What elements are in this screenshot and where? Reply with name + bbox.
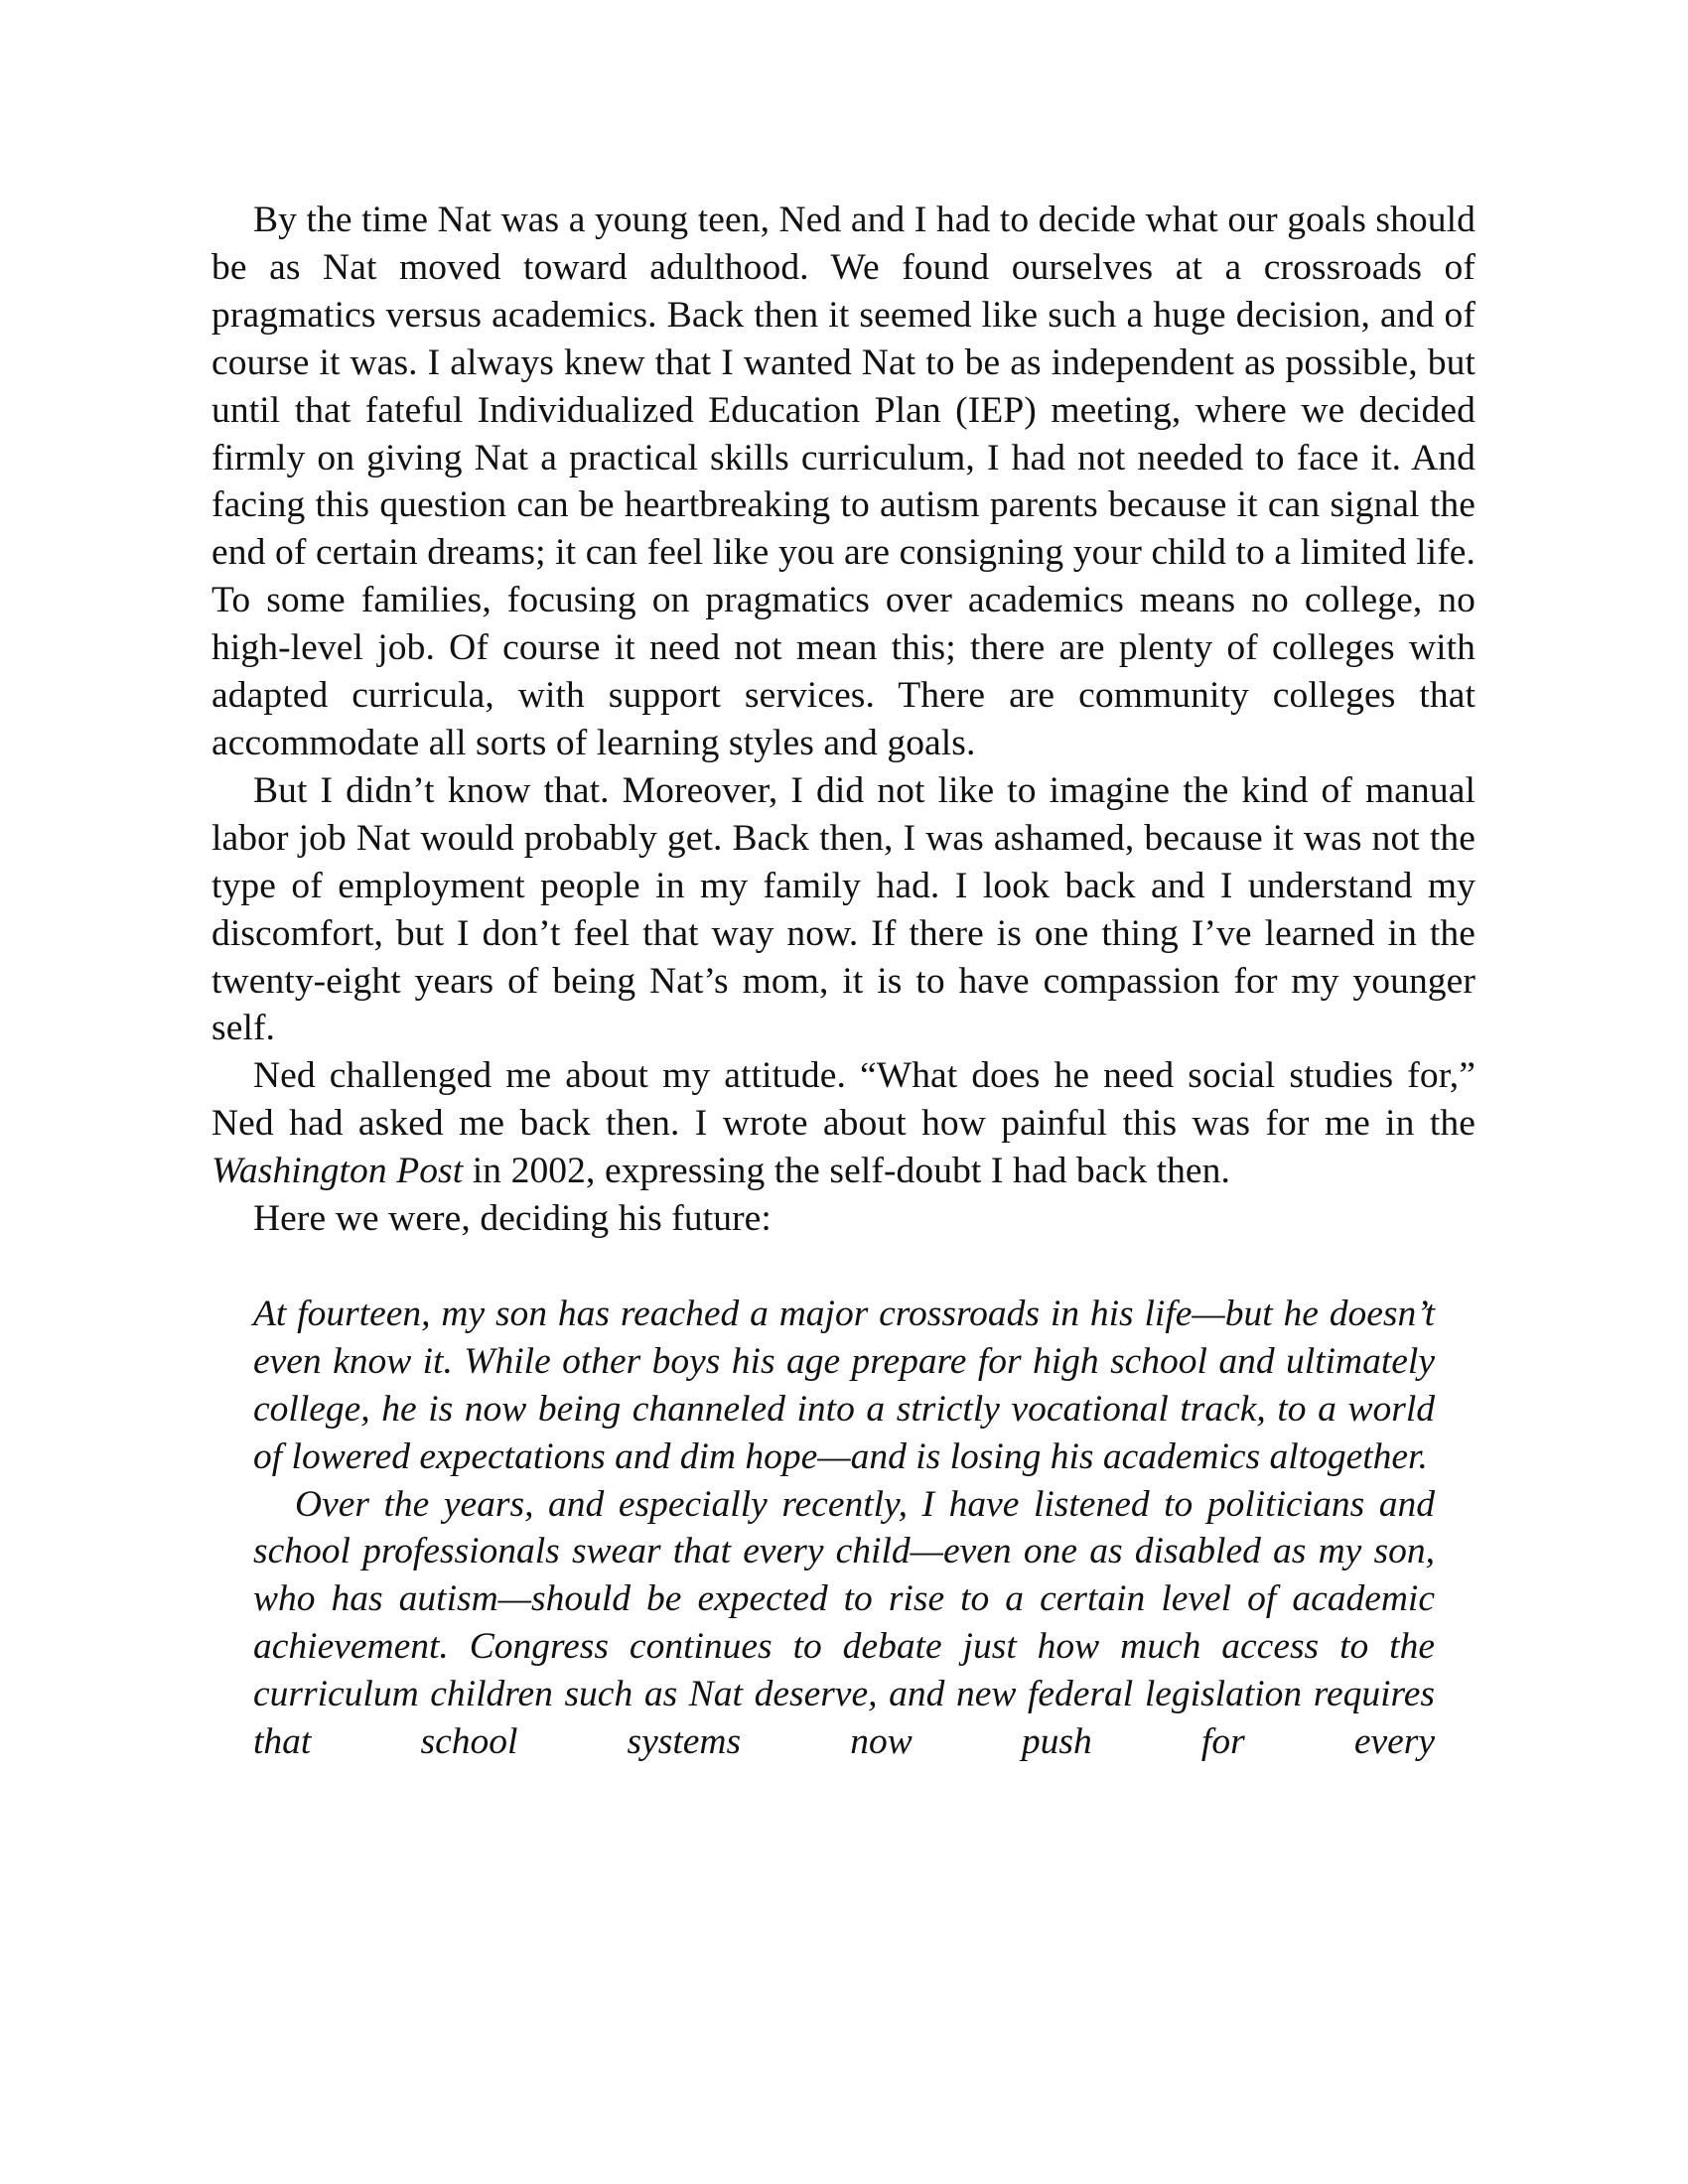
paragraph-3	[211, 1052, 1476, 1195]
block-quote	[253, 1291, 1435, 1766]
publication-title: Washington Post	[211, 1151, 464, 1192]
quote-paragraph-1: At fourteen, my son has reached a major crossroads in his life—but he doesn’t even know it. While other boys his age prepare for high school and ultimately college, he is now being channeled into a strictly vocational track, to a world of lowered expectations and dim hope—and is losing his academics altogether.	[253, 1293, 1435, 1477]
paragraph-3-text: Ned challenged me about my attitude. “What does he need social studies for,” Ned had asked me back then. I wrote about how painful this was for me in the	[211, 1055, 1476, 1145]
body-text	[211, 197, 1476, 1243]
quote-paragraph-2: Over the years, and especially recently, I have listened to politicians and school professionals swear that every child—even one as disabled as my son, who has autism—should be expected to rise to a certain level of academic achievement. Congress continues to debate just how much access to the curriculum children such as Nat deserve, and new federal legislation requires that school systems now push for every	[253, 1483, 1435, 1763]
paragraph-2: But I didn’t know that. Moreover, I did not like to imagine the kind of manual labor job Nat would probably get. Back then, I was ashamed, because it was not the type of employment people in my family had. I look back and I understand my discomfort, but I don’t feel that way now. If there is one thing I’ve learned in the twenty-eight years of being Nat’s mom, it is to have compassion for my younger self.	[211, 769, 1476, 1049]
paragraph-3-text-end: in 2002, expressing the self-doubt I had back then.	[463, 1151, 1231, 1192]
paragraph-4: Here we were, deciding his future:	[253, 1198, 772, 1240]
paragraph-1: By the time Nat was a young teen, Ned and I had to decide what our goals should be as Nat moved toward adulthood. We found ourselves at a crossroads of pragmatics versus academics. Back then it seemed like such a huge decision, and of course it was. I always knew that I wanted Nat to be as independent as possible, but until that fateful Individualized Education Plan (IEP) meeting, where we decided firmly on giving Nat a practical skills curriculum, I had not needed to face it. And facing this question can be heartbreaking to autism parents because it can signal the end of certain dreams; it can feel like you are consigning your child to a limited life. To some families, focusing on pragmatics over academics means no college, no high-level job. Of course it need not mean this; there are plenty of colleges with adapted curricula, with support services. There are community colleges that accommodate all sorts of learning styles and goals.	[211, 200, 1476, 763]
book-page	[211, 197, 1476, 1766]
